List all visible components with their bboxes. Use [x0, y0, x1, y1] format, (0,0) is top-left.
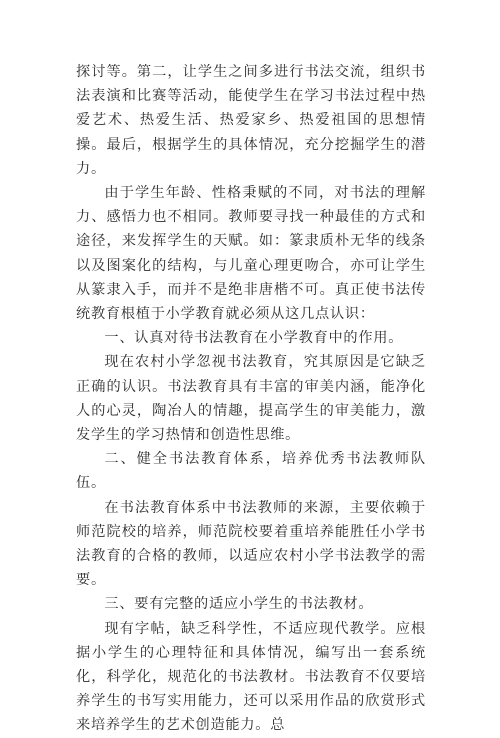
- paragraph-point-two: 在书法教育体系中书法教师的来源，主要依赖于师范院校的培养，师范院校要着重培养能胜任小学书法教育的合格的教师，以适应农村小学书法教学的需要。: [76, 499, 426, 589]
- heading-point-two: 二、健全书法教育体系，培养优秀书法教师队伍。: [76, 451, 426, 492]
- body-text: [76, 60, 426, 738]
- paragraph-point-three: 现有字帖，缺乏科学性，不适应现代教学。应根据小学生的心理特征和具体情况，编写出一套系统化，科学化，规范化的书法教材。书法教育不仅要培养学生的书写实用能力，还可以采用作品的欣赏形式来培养学生的艺术创造能力。总: [76, 620, 426, 734]
- paragraph-point-one: 现在农村小学忽视书法教育，究其原因是它缺乏正确的认识。书法教育具有丰富的审美内涵，能净化人的心灵，陶冶人的情趣，提高学生的审美能力，激发学生的学习热情和创造性思维。: [76, 354, 426, 444]
- heading-point-one: 一、认真对待书法教育在小学教育中的作用。: [104, 330, 404, 347]
- paragraph-student-talent: 由于学生年龄、性格秉赋的不同，对书法的理解力、感悟力也不相同。教师要寻找一种最佳的方式和途径，来发挥学生的天赋。如：篆隶质朴无华的线条以及图案化的结构，与儿童心理更吻合，亦可让学生从篆隶入手，而并不是绝非唐楷不可。真正使书法传统教育根植于小学教育就必须从这几点认识：: [76, 185, 426, 323]
- paragraph-continuation: 探讨等。第二，让学生之间多进行书法交流，组织书法表演和比赛等活动，能使学生在学习书法过程中热爱艺术、热爱生活、热爱家乡、热爱祖国的思想情操。最后，根据学生的具体情况，充分挖掘学生的潜力。: [76, 64, 426, 177]
- heading-point-three: 三、要有完整的适应小学生的书法教材。: [104, 596, 374, 613]
